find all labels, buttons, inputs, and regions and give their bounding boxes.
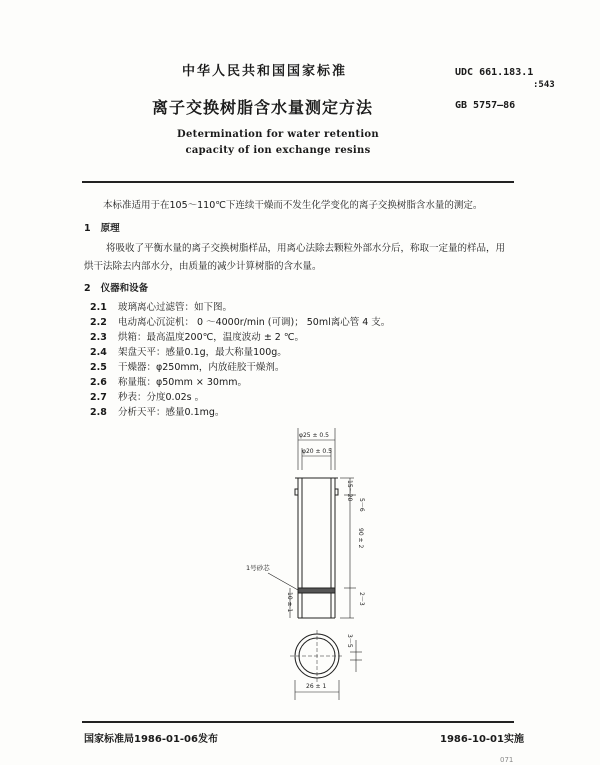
item-text: 分析天平：感量0.1mg。 — [118, 407, 225, 418]
dim-bottom: 10 ± 1 — [286, 592, 293, 613]
item-text: 电动离心沉淀机： 0 ～4000r/min (可调)； 50ml离心管 4 支。 — [118, 317, 391, 328]
section1-number: 1 — [84, 223, 91, 234]
english-title-line2: capacity of ion exchange resins — [185, 145, 371, 156]
page-mark: 071 — [500, 756, 514, 764]
item-number: 2.6 — [90, 377, 107, 388]
dim-ring-thickness: 3～5 — [346, 634, 353, 648]
item-number: 2.3 — [90, 332, 107, 343]
item-text: 玻璃离心过滤管：如下图。 — [118, 302, 233, 313]
sand-core-label: 1号砂芯 — [246, 564, 270, 572]
footer-divider — [82, 721, 514, 723]
section2-title: 仪器和设备 — [100, 283, 149, 294]
dim-base-width: 26 ± 1 — [306, 683, 327, 690]
effective-date: 1986-10-01实施 — [440, 734, 524, 745]
english-title-line1: Determination for water retention — [177, 129, 379, 140]
item-number: 2.1 — [90, 302, 107, 313]
document-title: 离子交换树脂含水量测定方法 — [152, 98, 374, 117]
item-text: 架盘天平：感量0.1g，最大称量100g。 — [118, 347, 287, 358]
section1-paragraph: 将吸收了平衡水量的离子交换树脂样品，用离心法除去颗粒外部水分后，称取一定量的样品，用烘干法除去内部水分，由质量的减少计算树脂的含水量。 — [84, 243, 506, 272]
item-text: 烘箱：最高温度200℃，温度波动 ± 2 ℃。 — [118, 332, 305, 343]
dim-length: 90 ± 2 — [357, 528, 364, 549]
item-number: 2.2 — [90, 317, 107, 328]
dim-top-gap: 15～20 — [346, 480, 353, 502]
item-text: 称量瓶：φ50mm × 30mm。 — [118, 377, 247, 388]
item-text: 秒表：分度0.02s 。 — [118, 392, 205, 403]
item-number: 2.8 — [90, 407, 107, 418]
item-number: 2.5 — [90, 362, 107, 373]
item-number: 2.7 — [90, 392, 107, 403]
dim-outer-diameter: φ25 ± 0.5 — [299, 432, 329, 439]
udc-line2: :543 — [533, 80, 555, 90]
national-standard-heading: 中华人民共和国国家标准 — [182, 64, 348, 79]
udc-line1: UDC 661.183.1 — [455, 67, 534, 78]
item-text: 干燥器：φ250mm，内放硅胶干燥剂。 — [118, 362, 285, 373]
item-number: 2.4 — [90, 347, 107, 358]
dim-inner-diameter: φ20 ± 0.5 — [302, 448, 332, 455]
section1-title: 原理 — [100, 223, 120, 234]
issue-date: 国家标准局1986-01-06发布 — [84, 734, 218, 745]
dim-top-small: 5～6 — [358, 498, 365, 512]
intro-paragraph: 本标准适用于在105～110℃下连续干燥而不发生化学变化的离子交换树脂含水量的测定。 — [103, 200, 483, 211]
dim-bottom-small: 2～3 — [358, 592, 365, 606]
section2-number: 2 — [84, 283, 91, 294]
gb-number: GB 5757—86 — [455, 100, 516, 111]
